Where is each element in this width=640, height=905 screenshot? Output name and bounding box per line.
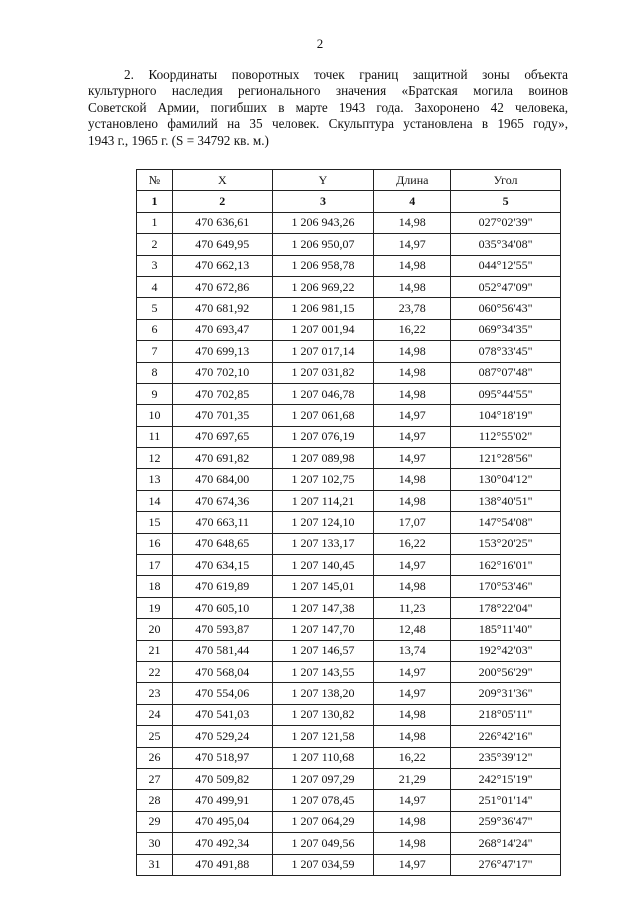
- length-cell: 14,97: [374, 661, 451, 682]
- y-coordinate-cell: 1 207 147,38: [272, 597, 374, 618]
- table-row: [137, 448, 561, 469]
- table-row: [137, 212, 561, 233]
- length-cell: 16,22: [374, 319, 451, 340]
- length-cell: 14,98: [374, 362, 451, 383]
- angle-cell: 242°15'19": [451, 768, 561, 789]
- table-row: [137, 490, 561, 511]
- header-cell-angle: Угол: [451, 170, 561, 191]
- y-coordinate-cell: 1 207 034,59: [272, 854, 374, 875]
- intro-paragraph: [88, 67, 568, 149]
- point-number-cell: 13: [137, 469, 173, 490]
- angle-cell: 078°33'45": [451, 341, 561, 362]
- y-coordinate-cell: 1 207 145,01: [272, 576, 374, 597]
- point-number-cell: 17: [137, 555, 173, 576]
- point-number-cell: 4: [137, 276, 173, 297]
- y-coordinate-cell: 1 207 121,58: [272, 726, 374, 747]
- y-coordinate-cell: 1 206 943,26: [272, 212, 374, 233]
- point-number-cell: 12: [137, 448, 173, 469]
- header-cell-x: X: [172, 170, 272, 191]
- intro-line: Советской Армии, погибших в марте 1943 года. Захоронено 42 человека,: [88, 99, 568, 115]
- table-row: [137, 833, 561, 854]
- table-row: [137, 726, 561, 747]
- x-coordinate-cell: 470 681,92: [172, 298, 272, 319]
- table-row: [137, 276, 561, 297]
- table-row: [137, 362, 561, 383]
- table-row: [137, 597, 561, 618]
- table-row: [137, 768, 561, 789]
- coordinates-table: [136, 169, 561, 876]
- table-row: [137, 512, 561, 533]
- angle-cell: 060°56'43": [451, 298, 561, 319]
- table-body: [137, 212, 561, 875]
- length-cell: 13,74: [374, 640, 451, 661]
- angle-cell: 170°53'46": [451, 576, 561, 597]
- table-row: [137, 469, 561, 490]
- x-coordinate-cell: 470 605,10: [172, 597, 272, 618]
- point-number-cell: 24: [137, 704, 173, 725]
- x-coordinate-cell: 470 649,95: [172, 234, 272, 255]
- x-coordinate-cell: 470 699,13: [172, 341, 272, 362]
- point-number-cell: 15: [137, 512, 173, 533]
- length-cell: 14,98: [374, 469, 451, 490]
- angle-cell: 095°44'55": [451, 383, 561, 404]
- point-number-cell: 28: [137, 790, 173, 811]
- header-cell-number: №: [137, 170, 173, 191]
- length-cell: 14,98: [374, 490, 451, 511]
- point-number-cell: 18: [137, 576, 173, 597]
- x-coordinate-cell: 470 691,82: [172, 448, 272, 469]
- point-number-cell: 16: [137, 533, 173, 554]
- angle-cell: 087°07'48": [451, 362, 561, 383]
- length-cell: 14,97: [374, 790, 451, 811]
- length-cell: 14,97: [374, 683, 451, 704]
- y-coordinate-cell: 1 207 102,75: [272, 469, 374, 490]
- table-row: [137, 747, 561, 768]
- x-coordinate-cell: 470 491,88: [172, 854, 272, 875]
- angle-cell: 044°12'55": [451, 255, 561, 276]
- table-row: [137, 298, 561, 319]
- point-number-cell: 19: [137, 597, 173, 618]
- y-coordinate-cell: 1 207 097,29: [272, 768, 374, 789]
- x-coordinate-cell: 470 619,89: [172, 576, 272, 597]
- angle-cell: 268°14'24": [451, 833, 561, 854]
- length-cell: 14,98: [374, 341, 451, 362]
- table-row: [137, 533, 561, 554]
- x-coordinate-cell: 470 518,97: [172, 747, 272, 768]
- length-cell: 14,97: [374, 448, 451, 469]
- point-number-cell: 23: [137, 683, 173, 704]
- y-coordinate-cell: 1 207 078,45: [272, 790, 374, 811]
- table-row: [137, 383, 561, 404]
- y-coordinate-cell: 1 207 089,98: [272, 448, 374, 469]
- y-coordinate-cell: 1 207 140,45: [272, 555, 374, 576]
- angle-cell: 192°42'03": [451, 640, 561, 661]
- point-number-cell: 29: [137, 811, 173, 832]
- angle-cell: 027°02'39": [451, 212, 561, 233]
- length-cell: 14,98: [374, 704, 451, 725]
- point-number-cell: 8: [137, 362, 173, 383]
- y-coordinate-cell: 1 207 146,57: [272, 640, 374, 661]
- column-number-cell: 4: [374, 191, 451, 212]
- point-number-cell: 6: [137, 319, 173, 340]
- header-cell-length: Длина: [374, 170, 451, 191]
- y-coordinate-cell: 1 207 046,78: [272, 383, 374, 404]
- x-coordinate-cell: 470 593,87: [172, 619, 272, 640]
- length-cell: 14,98: [374, 811, 451, 832]
- intro-line: культурного наследия регионального значения «Братская могила воинов: [88, 83, 568, 99]
- table-row: [137, 341, 561, 362]
- angle-cell: 138°40'51": [451, 490, 561, 511]
- length-cell: 14,97: [374, 234, 451, 255]
- point-number-cell: 3: [137, 255, 173, 276]
- x-coordinate-cell: 470 702,85: [172, 383, 272, 404]
- header-cell-y: Y: [272, 170, 374, 191]
- x-coordinate-cell: 470 634,15: [172, 555, 272, 576]
- table-row: [137, 683, 561, 704]
- column-number-cell: 3: [272, 191, 374, 212]
- length-cell: 14,97: [374, 854, 451, 875]
- table-row: [137, 576, 561, 597]
- angle-cell: 069°34'35": [451, 319, 561, 340]
- y-coordinate-cell: 1 207 138,20: [272, 683, 374, 704]
- y-coordinate-cell: 1 207 031,82: [272, 362, 374, 383]
- x-coordinate-cell: 470 648,65: [172, 533, 272, 554]
- y-coordinate-cell: 1 206 981,15: [272, 298, 374, 319]
- x-coordinate-cell: 470 568,04: [172, 661, 272, 682]
- y-coordinate-cell: 1 207 114,21: [272, 490, 374, 511]
- point-number-cell: 10: [137, 405, 173, 426]
- x-coordinate-cell: 470 701,35: [172, 405, 272, 426]
- x-coordinate-cell: 470 499,91: [172, 790, 272, 811]
- x-coordinate-cell: 470 495,04: [172, 811, 272, 832]
- column-number-cell: 5: [451, 191, 561, 212]
- length-cell: 12,48: [374, 619, 451, 640]
- angle-cell: 251°01'14": [451, 790, 561, 811]
- x-coordinate-cell: 470 554,06: [172, 683, 272, 704]
- table-row: [137, 790, 561, 811]
- y-coordinate-cell: 1 207 061,68: [272, 405, 374, 426]
- intro-line: 1943 г., 1965 г. (S = 34792 кв. м.): [88, 132, 269, 148]
- x-coordinate-cell: 470 529,24: [172, 726, 272, 747]
- length-cell: 14,98: [374, 726, 451, 747]
- length-cell: 11,23: [374, 597, 451, 618]
- angle-cell: 259°36'47": [451, 811, 561, 832]
- y-coordinate-cell: 1 207 064,29: [272, 811, 374, 832]
- angle-cell: 121°28'56": [451, 448, 561, 469]
- x-coordinate-cell: 470 662,13: [172, 255, 272, 276]
- angle-cell: 112°55'02": [451, 426, 561, 447]
- x-coordinate-cell: 470 492,34: [172, 833, 272, 854]
- x-coordinate-cell: 470 581,44: [172, 640, 272, 661]
- table-row: [137, 854, 561, 875]
- point-number-cell: 21: [137, 640, 173, 661]
- x-coordinate-cell: 470 636,61: [172, 212, 272, 233]
- length-cell: 14,98: [374, 833, 451, 854]
- column-number-cell: 1: [137, 191, 173, 212]
- y-coordinate-cell: 1 207 124,10: [272, 512, 374, 533]
- intro-line: установлено фамилий на 35 человек. Скульптура установлена в 1965 году»,: [88, 116, 568, 132]
- angle-cell: 185°11'40": [451, 619, 561, 640]
- length-cell: 14,98: [374, 276, 451, 297]
- table-row: [137, 640, 561, 661]
- y-coordinate-cell: 1 207 147,70: [272, 619, 374, 640]
- angle-cell: 209°31'36": [451, 683, 561, 704]
- length-cell: 16,22: [374, 533, 451, 554]
- angle-cell: 035°34'08": [451, 234, 561, 255]
- table-row: [137, 426, 561, 447]
- point-number-cell: 30: [137, 833, 173, 854]
- angle-cell: 104°18'19": [451, 405, 561, 426]
- table-row: [137, 405, 561, 426]
- x-coordinate-cell: 470 684,00: [172, 469, 272, 490]
- point-number-cell: 14: [137, 490, 173, 511]
- header-row: [137, 170, 561, 191]
- y-coordinate-cell: 1 206 958,78: [272, 255, 374, 276]
- point-number-cell: 7: [137, 341, 173, 362]
- x-coordinate-cell: 470 672,86: [172, 276, 272, 297]
- point-number-cell: 1: [137, 212, 173, 233]
- x-coordinate-cell: 470 697,65: [172, 426, 272, 447]
- x-coordinate-cell: 470 674,36: [172, 490, 272, 511]
- angle-cell: 200°56'29": [451, 661, 561, 682]
- table-row: [137, 619, 561, 640]
- table-row: [137, 811, 561, 832]
- point-number-cell: 31: [137, 854, 173, 875]
- y-coordinate-cell: 1 207 133,17: [272, 533, 374, 554]
- length-cell: 14,98: [374, 212, 451, 233]
- column-number-cell: 2: [172, 191, 272, 212]
- point-number-cell: 26: [137, 747, 173, 768]
- intro-line: 2. Координаты поворотных точек границ защитной зоны объекта: [124, 67, 568, 82]
- point-number-cell: 5: [137, 298, 173, 319]
- x-coordinate-cell: 470 693,47: [172, 319, 272, 340]
- y-coordinate-cell: 1 207 110,68: [272, 747, 374, 768]
- y-coordinate-cell: 1 207 143,55: [272, 661, 374, 682]
- length-cell: 14,98: [374, 383, 451, 404]
- length-cell: 14,97: [374, 426, 451, 447]
- length-cell: 14,97: [374, 555, 451, 576]
- length-cell: 14,97: [374, 405, 451, 426]
- y-coordinate-cell: 1 207 017,14: [272, 341, 374, 362]
- angle-cell: 130°04'12": [451, 469, 561, 490]
- table-row: [137, 255, 561, 276]
- y-coordinate-cell: 1 207 001,94: [272, 319, 374, 340]
- length-cell: 14,98: [374, 255, 451, 276]
- angle-cell: 276°47'17": [451, 854, 561, 875]
- table-row: [137, 234, 561, 255]
- length-cell: 21,29: [374, 768, 451, 789]
- angle-cell: 235°39'12": [451, 747, 561, 768]
- page-number: 2: [316, 36, 324, 51]
- point-number-cell: 20: [137, 619, 173, 640]
- point-number-cell: 2: [137, 234, 173, 255]
- y-coordinate-cell: 1 206 950,07: [272, 234, 374, 255]
- x-coordinate-cell: 470 509,82: [172, 768, 272, 789]
- angle-cell: 147°54'08": [451, 512, 561, 533]
- angle-cell: 218°05'11": [451, 704, 561, 725]
- y-coordinate-cell: 1 206 969,22: [272, 276, 374, 297]
- table-row: [137, 661, 561, 682]
- x-coordinate-cell: 470 702,10: [172, 362, 272, 383]
- point-number-cell: 11: [137, 426, 173, 447]
- x-coordinate-cell: 470 541,03: [172, 704, 272, 725]
- angle-cell: 153°20'25": [451, 533, 561, 554]
- angle-cell: 162°16'01": [451, 555, 561, 576]
- length-cell: 17,07: [374, 512, 451, 533]
- point-number-cell: 22: [137, 661, 173, 682]
- x-coordinate-cell: 470 663,11: [172, 512, 272, 533]
- table-row: [137, 555, 561, 576]
- angle-cell: 052°47'09": [451, 276, 561, 297]
- angle-cell: 226°42'16": [451, 726, 561, 747]
- length-cell: 23,78: [374, 298, 451, 319]
- table-row: [137, 319, 561, 340]
- y-coordinate-cell: 1 207 049,56: [272, 833, 374, 854]
- y-coordinate-cell: 1 207 076,19: [272, 426, 374, 447]
- table-header: [137, 170, 561, 213]
- length-cell: 16,22: [374, 747, 451, 768]
- y-coordinate-cell: 1 207 130,82: [272, 704, 374, 725]
- length-cell: 14,98: [374, 576, 451, 597]
- column-number-row: [137, 191, 561, 212]
- point-number-cell: 25: [137, 726, 173, 747]
- point-number-cell: 27: [137, 768, 173, 789]
- table-row: [137, 704, 561, 725]
- point-number-cell: 9: [137, 383, 173, 404]
- angle-cell: 178°22'04": [451, 597, 561, 618]
